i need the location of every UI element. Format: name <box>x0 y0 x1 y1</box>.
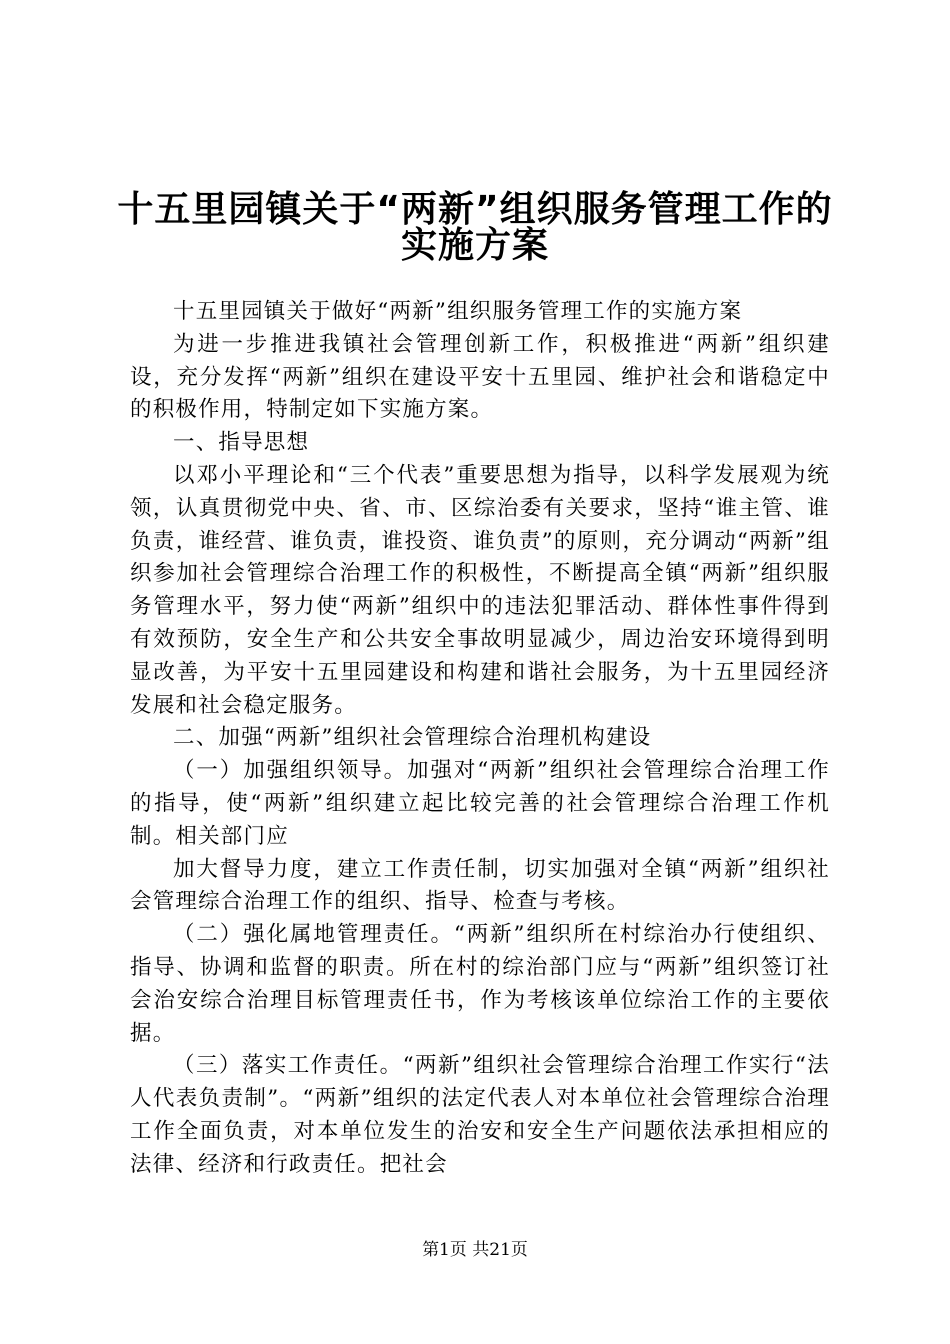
paragraph-intro: 为进一步推进我镇社会管理创新工作，积极推进“两新”组织建设，充分发挥“两新”组织在建设平安十五里园、维护社会和谐稳定中的积极作用，特制定如下实施方案。 <box>130 331 830 423</box>
page-number-footer: 第1页 共21页 <box>422 1240 528 1260</box>
paragraph-subtitle: 十五里园镇关于做好“两新”组织服务管理工作的实施方案 <box>173 299 743 324</box>
paragraph-item-2: （二）强化属地管理责任。“两新”组织所在村综治办行使组织、指导、协调和监督的职责。所在村的综治部门应与“两新”组织签订社会治安综合治理目标管理责任书，作为考核该单位综治工作的主要依据。 <box>130 922 830 1046</box>
paragraph-guiding-thought: 以邓小平理论和“三个代表”重要思想为指导，以科学发展观为统领，认真贯彻党中央、省、市、区综治委有关要求，坚持“谁主管、谁负责，谁经营、谁负责，谁投资、谁负责”的原则，充分调动“两新”组织参加社会管理综合治理工作的积极性，不断提高全镇“两新”组织服务管理水平，努力使“两新”组织中的违法犯罪活动、群体性事件得到有效预防，安全生产和公共安全事故明显减少，周边治安环境得到明显改善，为平安十五里园建设和构建和谐社会服务，为十五里园经济发展和社会稳定服务。 <box>130 462 830 718</box>
document-title-line-1: 十五里园镇关于“两新”组织服务管理工作的 <box>117 189 833 230</box>
paragraph-item-3: （三）落实工作责任。“两新”组织社会管理综合治理工作实行“法人代表负责制”。“两新”组织的法定代表人对本单位社会管理综合治理工作全面负责，对本单位发生的治安和安全生产问题依法承担相应的法律、经济和行政责任。把社会 <box>130 1053 830 1177</box>
section-heading-2: 二、加强“两新”组织社会管理综合治理机构建设 <box>173 725 652 751</box>
document-title-line-2: 实施方案 <box>400 225 549 266</box>
paragraph-item-1: （一）加强组织领导。加强对“两新”组织社会管理综合治理工作的指导，使“两新”组织建立起比较完善的社会管理综合治理工作机制。相关部门应 <box>130 758 830 849</box>
document-body <box>130 296 830 1182</box>
section-heading-1: 一、指导思想 <box>173 430 310 456</box>
paragraph-item-1-cont: 加大督导力度，建立工作责任制，切实加强对全镇“两新”组织社会管理综合治理工作的组织、指导、检查与考核。 <box>130 856 830 915</box>
